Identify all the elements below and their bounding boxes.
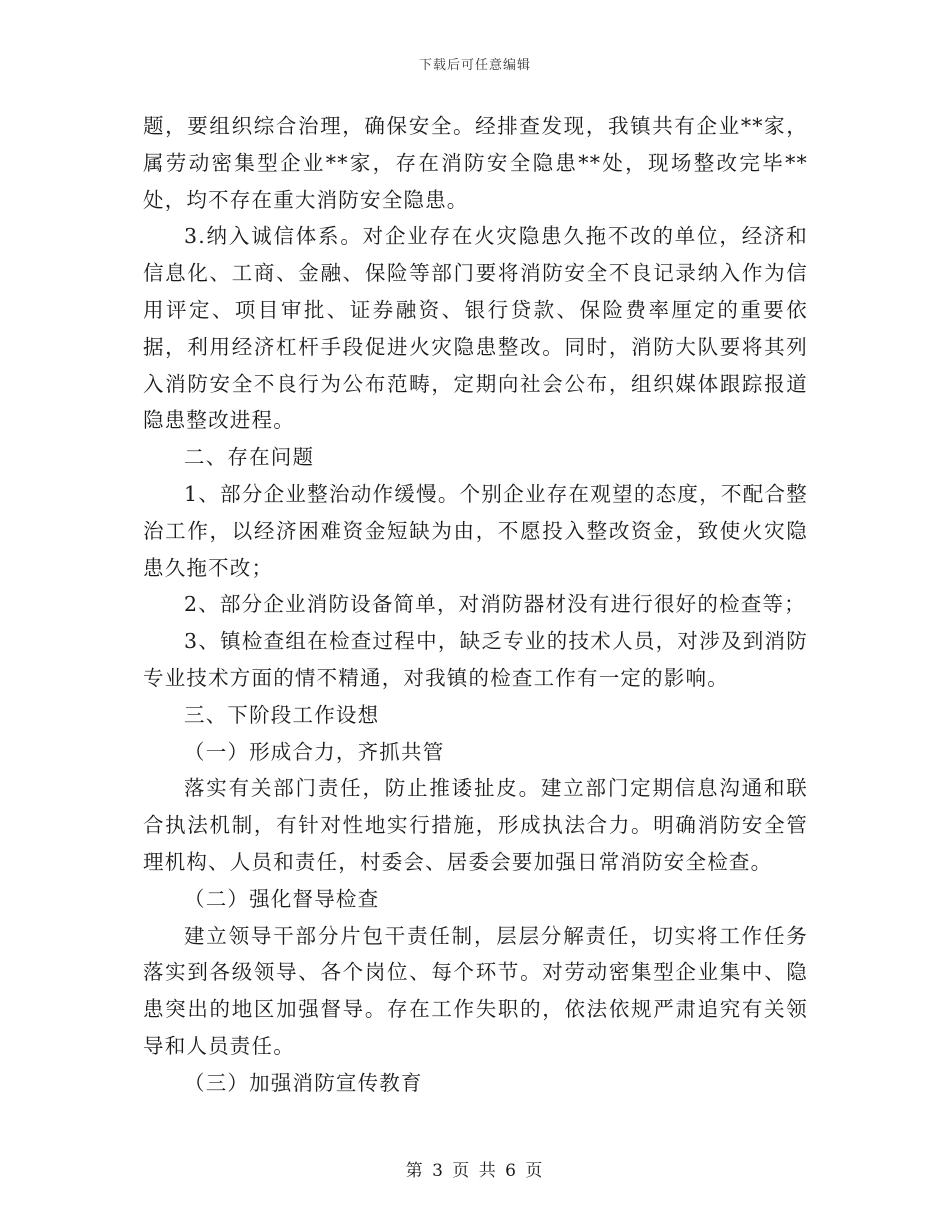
page-header-note: 下载后可任意编辑 (418, 58, 531, 73)
problem-item-1: 1、部分企业整治动作缓慢。个别企业存在观望的态度，不配合整治工作，以经济困难资金短缺为由，不愿投入整改资金，致使火灾隐患久拖不改； (143, 481, 808, 580)
subheading-supervision: （二）强化督导检查 (184, 886, 380, 911)
page-number-footer: 第 3 页 共 6 页 (405, 1161, 545, 1181)
paragraph-continuation: 题，要组织综合治理，确保安全。经排查发现，我镇共有企业**家，属劳动密集型企业**家，存在消防安全隐患**处，现场整改完毕**处，均不存在重大消防安全隐患。 (143, 114, 808, 212)
subheading-joint-force: （一）形成合力，齐抓共管 (184, 739, 445, 764)
subheading-publicity: （三）加强消防宣传教育 (184, 1070, 423, 1095)
document-body (143, 108, 808, 1102)
paragraph-credit-system: 3.纳入诚信体系。对企业存在火灾隐患久拖不改的单位，经济和信息化、工商、金融、保险等部门要将消防安全不良记录纳入作为信用评定、项目审批、证券融资、银行贷款、保险费率厘定的重要依据，利用经济杠杆手段促进火灾隐患整改。同时，消防大队要将其列入消防安全不良行为公布范畴，定期向社会公布，组织媒体跟踪报道隐患整改进程。 (143, 224, 808, 433)
section-heading-next-stage: 三、下阶段工作设想 (184, 702, 380, 727)
paragraph-supervision: 建立领导干部分片包干责任制，层层分解责任，切实将工作任务落实到各级领导、各个岗位、每个环节。对劳动密集型企业集中、隐患突出的地区加强督导。存在工作失职的，依法依规严肃追究有关领导和人员责任。 (143, 923, 808, 1058)
problem-item-2: 2、部分企业消防设备简单，对消防器材没有进行很好的检查等； (184, 592, 806, 617)
section-heading-problems: 二、存在问题 (184, 445, 315, 470)
problem-item-3: 3、镇检查组在检查过程中，缺乏专业的技术人员，对涉及到消防专业技术方面的情不精通，对我镇的检查工作有一定的影响。 (143, 629, 808, 690)
paragraph-joint-force: 落实有关部门责任，防止推诿扯皮。建立部门定期信息沟通和联合执法机制，有针对性地实行措施，形成执法合力。明确消防安全管理机构、人员和责任，村委会、居委会要加强日常消防安全检查。 (143, 776, 808, 874)
